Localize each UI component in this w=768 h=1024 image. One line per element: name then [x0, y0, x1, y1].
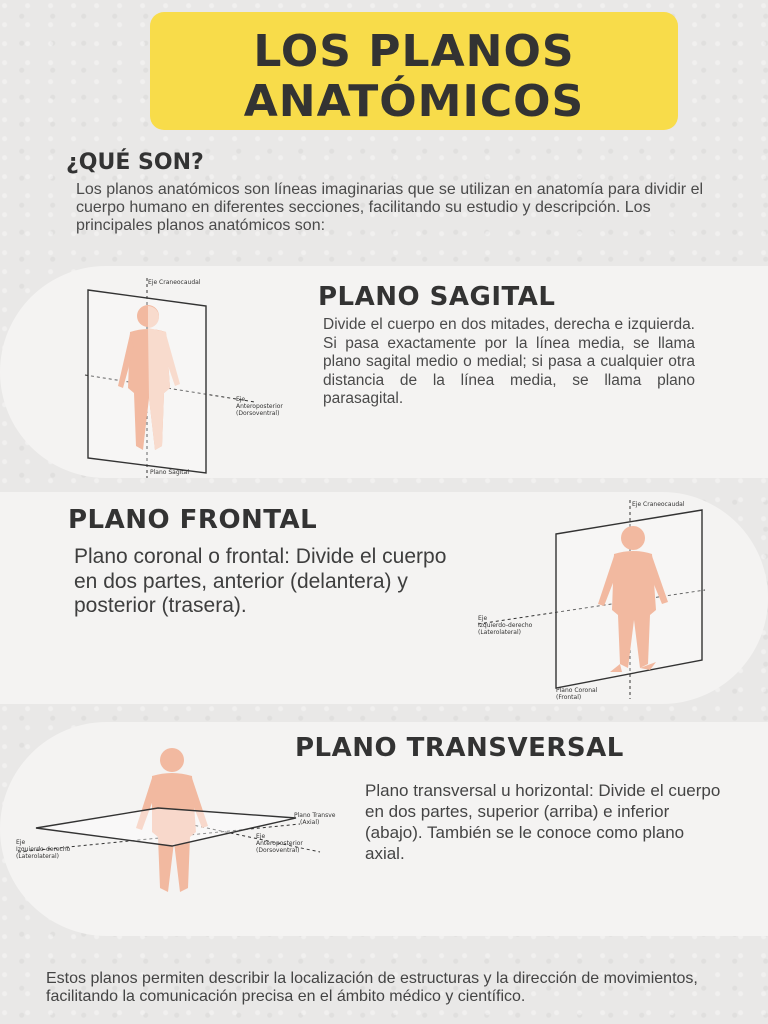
title-line-2: ANATÓMICOS — [243, 76, 585, 127]
transversal-text: Plano transversal u horizontal: Divide el cuerpo en dos partes, superior (arriba) e inferior (abajo). También se le conoce como plano axial. — [365, 781, 721, 863]
intro-heading: ¿QUÉ SON? — [66, 150, 204, 175]
sagital-title: PLANO SAGITAL — [318, 282, 556, 312]
frontal-text: Plano coronal o frontal: Divide el cuerpo en dos partes, anterior (delantera) y posterior (trasera). — [74, 545, 447, 617]
transv-label-lat1: Eje — [16, 839, 26, 846]
transv-label-ap2: Anteroposterior — [256, 840, 303, 847]
sagital-label-plane: Plano Sagital — [150, 469, 189, 476]
transv-label-plane2: (Axial) — [300, 819, 320, 826]
sagital-figure — [30, 268, 320, 483]
frontal-label-lat2: Izquierdo-derecho — [478, 622, 533, 629]
sagital-label-ap3: (Dorsoventral) — [236, 410, 280, 417]
frontal-figure — [470, 494, 730, 704]
frontal-title: PLANO FRONTAL — [68, 505, 318, 535]
sagital-label-ap2: Anteroposterior — [236, 403, 283, 410]
title-line-1: LOS PLANOS — [253, 26, 575, 77]
frontal-label-plane2: (Frontal) — [556, 694, 582, 701]
sagital-label-ap1: Eje — [236, 396, 246, 403]
frontal-label-vertical: Eje Craneocaudal — [632, 501, 685, 508]
transv-label-ap1: Eje — [256, 833, 266, 840]
title-banner — [150, 12, 678, 130]
sagital-label-vertical: Eje Craneocaudal — [148, 279, 201, 286]
transv-label-ap3: (Dorsoventral) — [256, 847, 300, 854]
transversal-title: PLANO TRANSVERSAL — [295, 733, 624, 763]
frontal-label-lat3: (Laterolateral) — [478, 629, 521, 636]
transversal-figure — [10, 740, 340, 910]
footer-text: Estos planos permiten describir la localización de estructuras y la dirección de movimientos, facilitando la comunicación precisa en el ámbito médico y científico. — [46, 970, 698, 1005]
intro-text: Los planos anatómicos son líneas imaginarias que se utilizan en anatomía para dividir el cuerpo humano en diferentes secciones, facilitando su estudio y descripción. Los principales planos anatómicos son: — [76, 181, 704, 234]
transv-label-lat2: Izquierdo-derecho — [16, 846, 71, 853]
sagital-text: Divide el cuerpo en dos mitades, derecha e izquierda. Si pasa exactamente por la línea media, se llama plano sagital medio o medial; si pasa a cualquier otra distancia de la línea media, se llama plano parasagital. — [323, 316, 695, 407]
frontal-label-plane1: Plano Coronal — [556, 687, 598, 694]
transv-label-plane1: Plano Transve — [294, 812, 336, 819]
frontal-label-lat1: Eje — [478, 615, 488, 622]
transv-label-lat3: (Laterolateral) — [16, 853, 59, 860]
